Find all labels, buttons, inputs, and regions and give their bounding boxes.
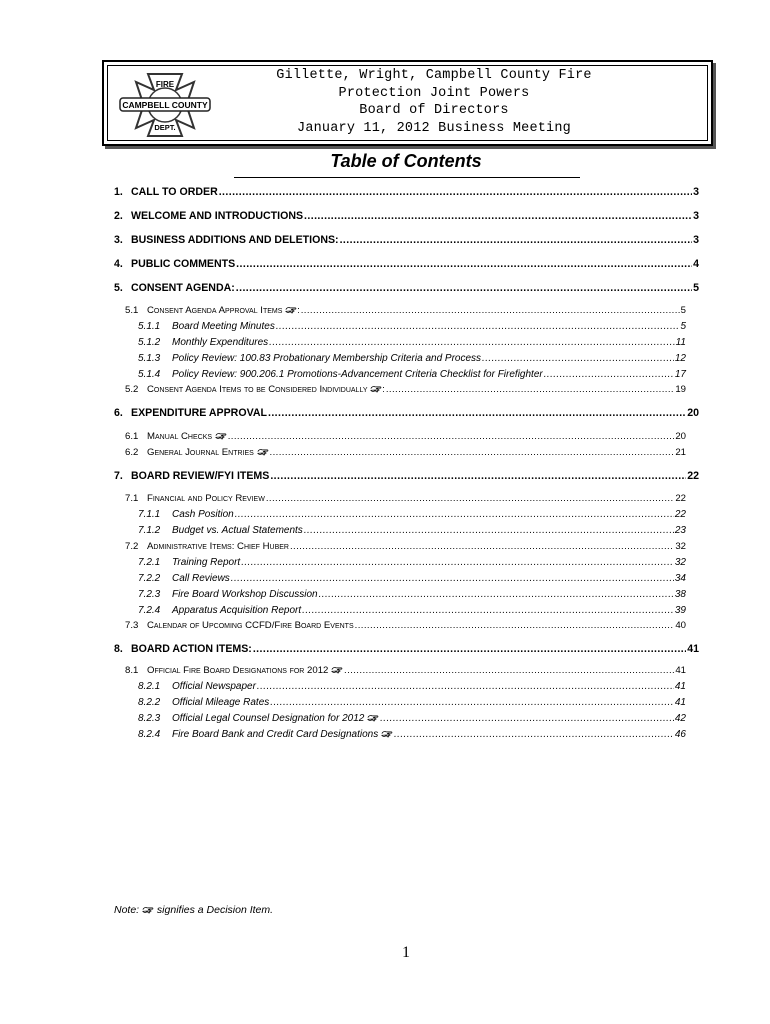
toc-entry-label	[172, 337, 268, 348]
toc-entry-label-text: Consent Agenda Items to be Considered Individually	[147, 384, 368, 395]
toc-dot-leader	[301, 305, 680, 316]
toc-dot-leader	[344, 665, 674, 676]
toc-entry[interactable]	[138, 605, 686, 616]
toc-entry-page: 41	[687, 643, 699, 655]
toc-entry[interactable]	[138, 509, 686, 520]
toc-entry-label	[147, 447, 269, 458]
toc-dot-leader	[270, 447, 675, 458]
toc-dot-leader	[482, 353, 674, 364]
toc-entry-label-text: Consent Agenda Approval Items	[147, 305, 283, 316]
toc-dot-leader	[269, 337, 674, 348]
toc-entry-label	[147, 620, 354, 631]
toc-entry-label	[172, 729, 393, 740]
toc-entry-number: 5.2	[125, 384, 139, 395]
toc-entry-page: 11	[675, 337, 686, 348]
toc-entry-label	[147, 493, 265, 504]
toc-dot-leader	[544, 369, 674, 380]
toc-entry-label-text: Monthly Expenditures	[172, 337, 269, 348]
toc-entry-page: 5	[680, 305, 686, 316]
decision-note	[114, 904, 273, 916]
toc-entry-label-text: General Journal Entries	[147, 447, 254, 458]
toc-entry-page: 17	[674, 369, 686, 380]
toc-entry-page: 40	[675, 620, 686, 631]
toc-entry[interactable]	[138, 697, 686, 708]
toc-entry-number: 8.1	[125, 665, 139, 676]
logo-top-text: FIRE	[155, 80, 175, 89]
toc-entry-page: 22	[674, 509, 686, 520]
toc-entry-label	[172, 605, 301, 616]
toc-entry[interactable]	[138, 729, 686, 740]
toc-entry-number: 5.1.1	[138, 321, 161, 332]
toc-entry-number: 7.	[114, 470, 123, 482]
toc-entry-label	[131, 407, 267, 419]
toc-entry-label-text: Fire Board Bank and Credit Card Designations	[172, 729, 379, 740]
toc-entry-label-text: Board Meeting Minutes	[172, 321, 275, 332]
toc-dot-leader	[340, 234, 693, 246]
hand-pointing-icon	[142, 906, 154, 914]
toc-entry-label-text: Policy Review: 900.206.1 Promotions-Advancement Criteria Checklist for Firefighter	[172, 369, 543, 380]
toc-entry-number: 5.1.3	[138, 353, 161, 364]
toc-entry-number: 4.	[114, 258, 123, 270]
toc-dot-leader	[257, 681, 674, 692]
toc-entry-number: 7.2.1	[138, 557, 161, 568]
toc-entry[interactable]	[138, 681, 686, 692]
toc-entry-label-text: Financial and Policy Review	[147, 493, 265, 504]
toc-entry[interactable]	[125, 431, 686, 442]
toc-entry-number: 7.2	[125, 541, 139, 552]
toc-entry-page: 22	[687, 470, 699, 482]
toc-entry[interactable]	[114, 282, 699, 294]
toc-entry-label	[172, 573, 230, 584]
toc-entry-label-text: BOARD REVIEW/FYI ITEMS	[131, 470, 270, 482]
toc-entry-page: 5	[680, 321, 686, 332]
toc-dot-leader	[270, 697, 674, 708]
header-line-4: January 11, 2012 Business Meeting	[297, 120, 571, 136]
toc-entry-label	[172, 509, 234, 520]
hand-pointing-icon	[370, 385, 382, 393]
hand-pointing-icon	[381, 730, 393, 738]
title-rule	[234, 177, 580, 178]
toc-dot-leader	[235, 509, 674, 520]
toc-dot-leader	[268, 407, 686, 419]
toc-entry-label	[172, 321, 275, 332]
toc-entry-label-text: Training Report	[172, 557, 241, 568]
toc-entry[interactable]	[125, 541, 686, 552]
toc-dot-leader	[302, 605, 674, 616]
toc-entry-label	[131, 234, 339, 246]
toc-entry-label-text: Fire Board Workshop Discussion	[172, 589, 318, 600]
header-line-3: Board of Directors	[359, 103, 509, 118]
toc-entry-suffix: :	[382, 384, 385, 395]
toc-entry-suffix: :	[297, 305, 300, 316]
hand-pointing-icon	[367, 714, 379, 722]
toc-entry-label	[131, 282, 235, 294]
toc-entry-page: 4	[693, 258, 699, 270]
toc-entry-number: 2.	[114, 210, 123, 222]
toc-entry-page: 41	[674, 697, 686, 708]
toc-entry-label-text: EXPENDITURE APPROVAL	[131, 407, 267, 419]
toc-entry-number: 5.	[114, 282, 123, 294]
toc-entry-number: 1.	[114, 186, 123, 198]
header-line-1: Gillette, Wright, Campbell County Fire	[276, 68, 592, 83]
toc-entry-label-text: Official Fire Board Designations for 2012	[147, 665, 329, 676]
toc-entry[interactable]	[114, 186, 699, 198]
toc-entry-page: 32	[674, 557, 686, 568]
toc-entry-number: 7.2.2	[138, 573, 161, 584]
toc-entry[interactable]	[125, 447, 686, 458]
toc-entry[interactable]	[125, 665, 686, 676]
toc-entry-page: 38	[674, 589, 686, 600]
toc-dot-leader	[228, 431, 675, 442]
toc-entry-number: 7.2.4	[138, 605, 161, 616]
toc-dot-leader	[270, 470, 686, 482]
toc-entry-number: 5.1.4	[138, 369, 161, 380]
toc-entry-number: 7.1	[125, 493, 139, 504]
toc-entry-label-text: Policy Review: 100.83 Probationary Membership Criteria and Process	[172, 353, 482, 364]
hand-pointing-icon	[215, 432, 227, 440]
toc-entry-label	[147, 384, 385, 395]
logo-bottom-text: DEPT.	[154, 123, 176, 132]
toc-entry-label-text: Manual Checks	[147, 431, 213, 442]
toc-entry-number: 5.1	[125, 305, 139, 316]
toc-entry-page: 32	[675, 541, 686, 552]
toc-entry[interactable]	[138, 713, 686, 724]
toc-entry[interactable]	[138, 557, 686, 568]
toc-entry-number: 7.1.2	[138, 525, 161, 536]
toc-dot-leader	[219, 186, 692, 198]
toc-entry-label	[172, 525, 303, 536]
logo-band-text: CAMPBELL COUNTY	[122, 100, 208, 110]
toc-entry[interactable]	[138, 369, 686, 380]
note-prefix: Note:	[114, 904, 143, 916]
toc-entry-label-text: Apparatus Acquisition Report	[172, 605, 302, 616]
toc-entry-label	[172, 713, 379, 724]
header-title	[224, 67, 644, 137]
toc-entry[interactable]	[138, 525, 686, 536]
toc-entry-page: 34	[674, 573, 686, 584]
toc-entry[interactable]	[125, 384, 686, 395]
toc-entry-label	[131, 470, 269, 482]
toc-entry-label	[131, 643, 252, 655]
toc-entry[interactable]	[114, 643, 699, 655]
toc-dot-leader	[319, 589, 674, 600]
toc-entry[interactable]	[114, 258, 699, 270]
toc-entry[interactable]	[138, 589, 686, 600]
header-box	[102, 60, 713, 146]
toc-entry-label-text: CONSENT AGENDA:	[131, 282, 235, 294]
toc-entry-label-text: Calendar of Upcoming CCFD/Fire Board Events	[147, 620, 354, 631]
toc-entry-label-text: Official Legal Counsel Designation for 2012	[172, 713, 365, 724]
toc-dot-leader	[394, 729, 674, 740]
toc-dot-leader	[304, 525, 674, 536]
toc-entry[interactable]	[125, 493, 686, 504]
toc-entry-page: 20	[687, 407, 699, 419]
toc-entry-label	[172, 557, 240, 568]
toc-entry-number: 7.1.1	[138, 509, 161, 520]
toc-entry-number: 3.	[114, 234, 123, 246]
toc-entry-page: 22	[675, 493, 686, 504]
toc-entry-number: 8.	[114, 643, 123, 655]
toc-dot-leader	[231, 573, 674, 584]
toc-entry-label-text: BOARD ACTION ITEMS:	[131, 643, 252, 655]
toc-entry-page: 20	[675, 431, 686, 442]
toc-entry[interactable]	[114, 234, 699, 246]
toc-entry-label	[172, 589, 318, 600]
toc-entry-label-text: CALL TO ORDER	[131, 186, 218, 198]
hand-pointing-icon	[257, 448, 269, 456]
toc-entry-page: 42	[674, 713, 686, 724]
toc-entry-page: 5	[693, 282, 699, 294]
toc-entry-page: 41	[674, 681, 686, 692]
toc-entry-label-text: Budget vs. Actual Statements	[172, 525, 303, 536]
toc-entry-label	[147, 665, 343, 676]
toc-entry[interactable]	[114, 407, 699, 419]
toc-entry[interactable]	[138, 337, 686, 348]
toc-entry-label	[131, 186, 218, 198]
toc-entry-page: 41	[675, 665, 686, 676]
note-suffix: signifies a Decision Item.	[154, 904, 274, 916]
toc-entry-label	[131, 258, 235, 270]
toc-entry-number: 8.2.1	[138, 681, 161, 692]
toc-dot-leader	[304, 210, 692, 222]
toc-entry-number: 8.2.3	[138, 713, 161, 724]
toc-dot-leader	[253, 643, 686, 655]
toc-entry-number: 8.2.2	[138, 697, 161, 708]
toc-entry-number: 8.2.4	[138, 729, 161, 740]
toc-dot-leader	[266, 493, 675, 504]
toc-dot-leader	[241, 557, 674, 568]
toc-entry[interactable]	[138, 353, 686, 364]
toc-entry-label-text: Official Mileage Rates	[172, 697, 270, 708]
toc-entry-number: 6.	[114, 407, 123, 419]
toc-entry-page: 3	[693, 186, 699, 198]
toc-entry[interactable]	[125, 620, 686, 631]
toc-entry-number: 7.3	[125, 620, 139, 631]
toc-entry[interactable]	[125, 305, 686, 316]
hand-pointing-icon	[331, 666, 343, 674]
toc-entry-label-text: Call Reviews	[172, 573, 230, 584]
toc-title: Table of Contents	[330, 151, 482, 171]
toc-entry-label	[172, 353, 481, 364]
toc-entry-page: 23	[674, 525, 686, 536]
hand-pointing-icon	[285, 306, 297, 314]
toc-entry[interactable]	[114, 470, 699, 482]
toc-entry[interactable]	[138, 573, 686, 584]
toc-entry-label-text: PUBLIC COMMENTS	[131, 258, 236, 270]
toc-entry-page: 3	[693, 234, 699, 246]
toc-entry[interactable]	[138, 321, 686, 332]
toc-entry-label-text: Cash Position	[172, 509, 234, 520]
toc-entry-label	[172, 697, 269, 708]
toc-dot-leader	[380, 713, 674, 724]
fire-dept-logo	[118, 72, 212, 138]
toc-dot-leader	[386, 384, 674, 395]
toc-dot-leader	[276, 321, 680, 332]
toc-entry-page: 12	[674, 353, 686, 364]
toc-entry[interactable]	[114, 210, 699, 222]
toc-entry-label	[131, 210, 303, 222]
toc-dot-leader	[236, 282, 692, 294]
toc-dot-leader	[290, 541, 674, 552]
toc-dot-leader	[236, 258, 692, 270]
toc-entry-label	[147, 431, 227, 442]
toc-entry-page: 21	[675, 447, 686, 458]
toc-entry-page: 19	[675, 384, 686, 395]
toc-entry-label-text: BUSINESS ADDITIONS AND DELETIONS:	[131, 234, 339, 246]
toc-entry-label	[147, 305, 300, 316]
toc-entry-number: 6.2	[125, 447, 139, 458]
toc-entry-page: 46	[674, 729, 686, 740]
toc-entry-label-text: Official Newspaper	[172, 681, 256, 692]
toc-entry-page: 39	[674, 605, 686, 616]
toc-entry-label	[172, 681, 256, 692]
toc-entry-label-text: WELCOME AND INTRODUCTIONS	[131, 210, 304, 222]
toc-entry-label	[147, 541, 289, 552]
header-line-2: Protection Joint Powers	[338, 85, 530, 101]
toc-entry-page: 3	[693, 210, 699, 222]
toc-entry-label-text: Administrative Items: Chief Huber	[147, 541, 289, 552]
toc-entry-number: 7.2.3	[138, 589, 161, 600]
toc-entry-number: 6.1	[125, 431, 139, 442]
toc-dot-leader	[355, 620, 675, 631]
toc-entry-label	[172, 369, 543, 380]
toc-entry-number: 5.1.2	[138, 337, 161, 348]
page-number: 1	[402, 944, 410, 961]
